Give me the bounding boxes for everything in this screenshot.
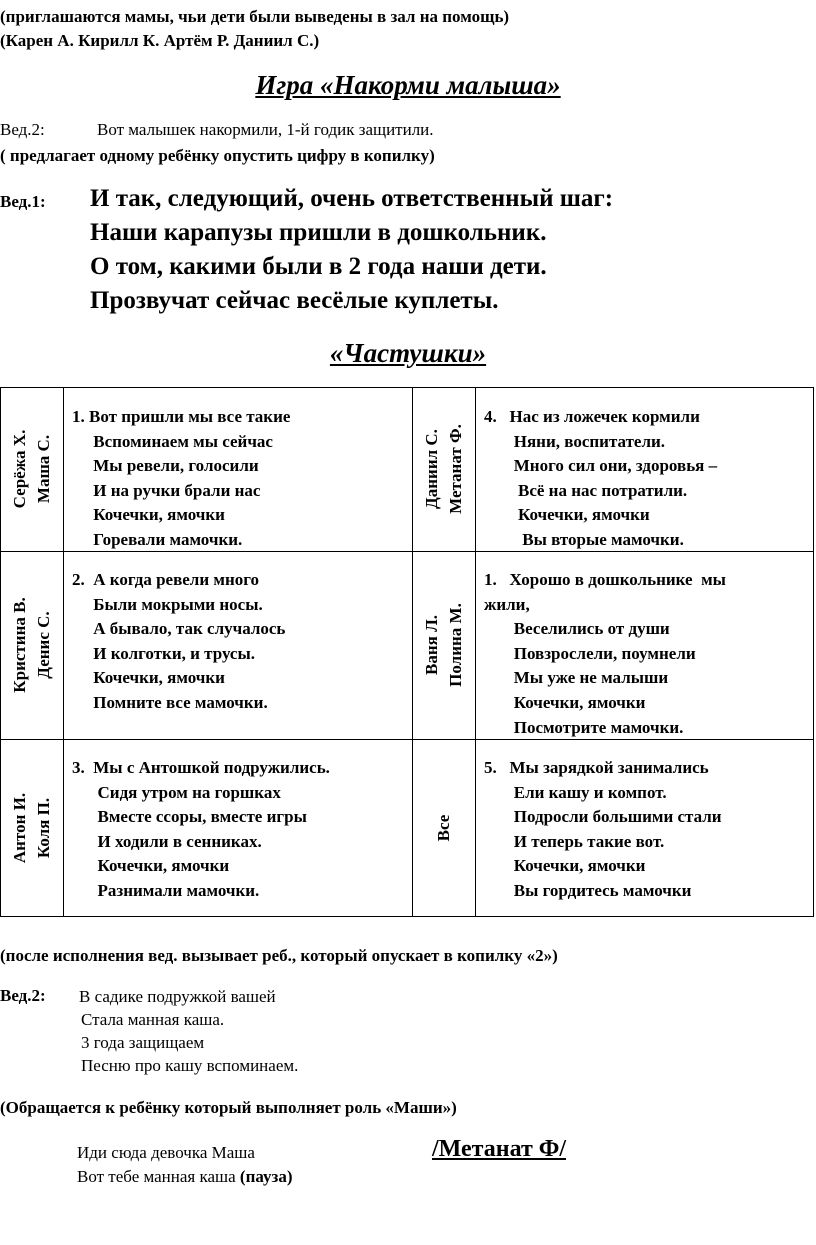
role-label: /Метанат Ф/: [432, 1136, 567, 1162]
ved1-verse: [90, 182, 613, 318]
performer-name: Антон И.: [10, 792, 29, 864]
chastushki-title: «Частушки»: [329, 338, 487, 368]
performer-name: Денис С.: [34, 611, 53, 679]
verse-cell: 4. Нас из ложечек кормили Няни, воспитатели. Много сил они, здоровья – Всё на нас потратили. Кочечки, ямочки Вы вторые мамочки.: [484, 407, 718, 549]
table-border: [813, 387, 814, 917]
ved1-line: И так, следующий, очень ответственный шаг:: [90, 185, 614, 212]
performers-row3-right: [432, 815, 456, 842]
pause-note: (пауза): [239, 1167, 293, 1186]
performer-name: Даниил С.: [422, 429, 441, 509]
table-border: [0, 916, 814, 917]
performer-name: Все: [434, 814, 453, 842]
intro-line-2: (Карен А. Кирилл К. Артём Р. Даниил С.): [0, 31, 320, 50]
ved2-second-line: Стала манная каша.: [81, 1010, 225, 1029]
ved1-line: О том, какими были в 2 года наши дети.: [90, 253, 547, 280]
ved2-note: ( предлагает одному ребёнку опустить цифру в копилку): [0, 146, 435, 165]
table-border: [63, 387, 64, 917]
table-border: [0, 387, 814, 388]
performers-row1-left: [8, 430, 56, 509]
ved2-speaker: Вед.2:: [0, 120, 45, 139]
game-title: Игра «Накорми малыша»: [255, 70, 561, 100]
performers-row2-right: [420, 603, 468, 687]
verse-cell: 2. А когда ревели много Были мокрыми носы. А бывало, так случалось И колготки, и трусы. Кочечки, ямочки Помните все мамочки.: [72, 570, 286, 712]
performer-name: Метанат Ф.: [446, 424, 465, 514]
performer-name: Серёжа Х.: [10, 429, 29, 509]
ved2-second-verse: [79, 985, 298, 1077]
performer-name: Кристина В.: [10, 597, 29, 693]
ved2-text: Вот малышек накормили, 1-й годик защитили.: [97, 120, 434, 139]
verse-cell: 1. Хорошо в дошкольнике мы жили, Веселились от души Повзрослели, поумнели Мы уже не малыши Кочечки, ямочки Посмотрите мамочки.: [484, 570, 726, 737]
performers-row3-left: [8, 793, 56, 863]
ved1-speaker: Вед.1:: [0, 192, 46, 211]
table-border: [475, 387, 476, 917]
performer-name: Маша С.: [34, 434, 53, 504]
performers-row2-left: [8, 597, 56, 692]
verse-cell: 5. Мы зарядкой занимались Ели кашу и компот. Подросли большими стали И теперь такие вот. Кочечки, ямочки Вы гордитесь мамочки: [484, 758, 722, 900]
performers-row1-right: [420, 424, 468, 514]
verse-cell: 1. Вот пришли мы все такие Вспоминаем мы сейчас Мы ревели, голосили И на ручки брали нас Кочечки, ямочки Горевали мамочки.: [72, 407, 291, 549]
performer-name: Полина М.: [446, 603, 465, 687]
table-border: [412, 387, 413, 917]
ved2-second-line: Песню про кашу вспоминаем.: [81, 1056, 299, 1075]
verse-cell: 3. Мы с Антошкой подружились. Сидя утром на горшках Вместе ссоры, вместе игры И ходили в сенниках. Кочечки, ямочки Разнимали мамочки.: [72, 758, 330, 900]
ved2-second-line: В садике подружкой вашей: [79, 987, 276, 1006]
final-line-2: [77, 1166, 293, 1188]
intro-line-1: (приглашаются мамы, чьи дети были выведены в зал на помощь): [0, 7, 510, 26]
ved1-line: Наши карапузы пришли в дошкольник.: [90, 219, 547, 246]
ved2-second-line: 3 года защищаем: [81, 1033, 205, 1052]
table-border: [0, 387, 1, 917]
ved2-second-speaker: Вед.2:: [0, 986, 46, 1005]
performer-name: Ваня Л.: [422, 615, 441, 676]
performer-name: Коля П.: [34, 797, 53, 859]
ved1-line: Прозвучат сейчас весёлые куплеты.: [90, 287, 499, 314]
chastushki-table: [0, 387, 814, 917]
final-line-1: Иди сюда девочка Маша: [77, 1143, 255, 1162]
masha-note: (Обращается к ребёнку который выполняет роль «Маши»): [0, 1098, 457, 1117]
after-note: (после исполнения вед. вызывает реб., который опускает в копилку «2»): [0, 946, 558, 965]
final-line-2-text: Вот тебе манная каша: [77, 1167, 240, 1186]
